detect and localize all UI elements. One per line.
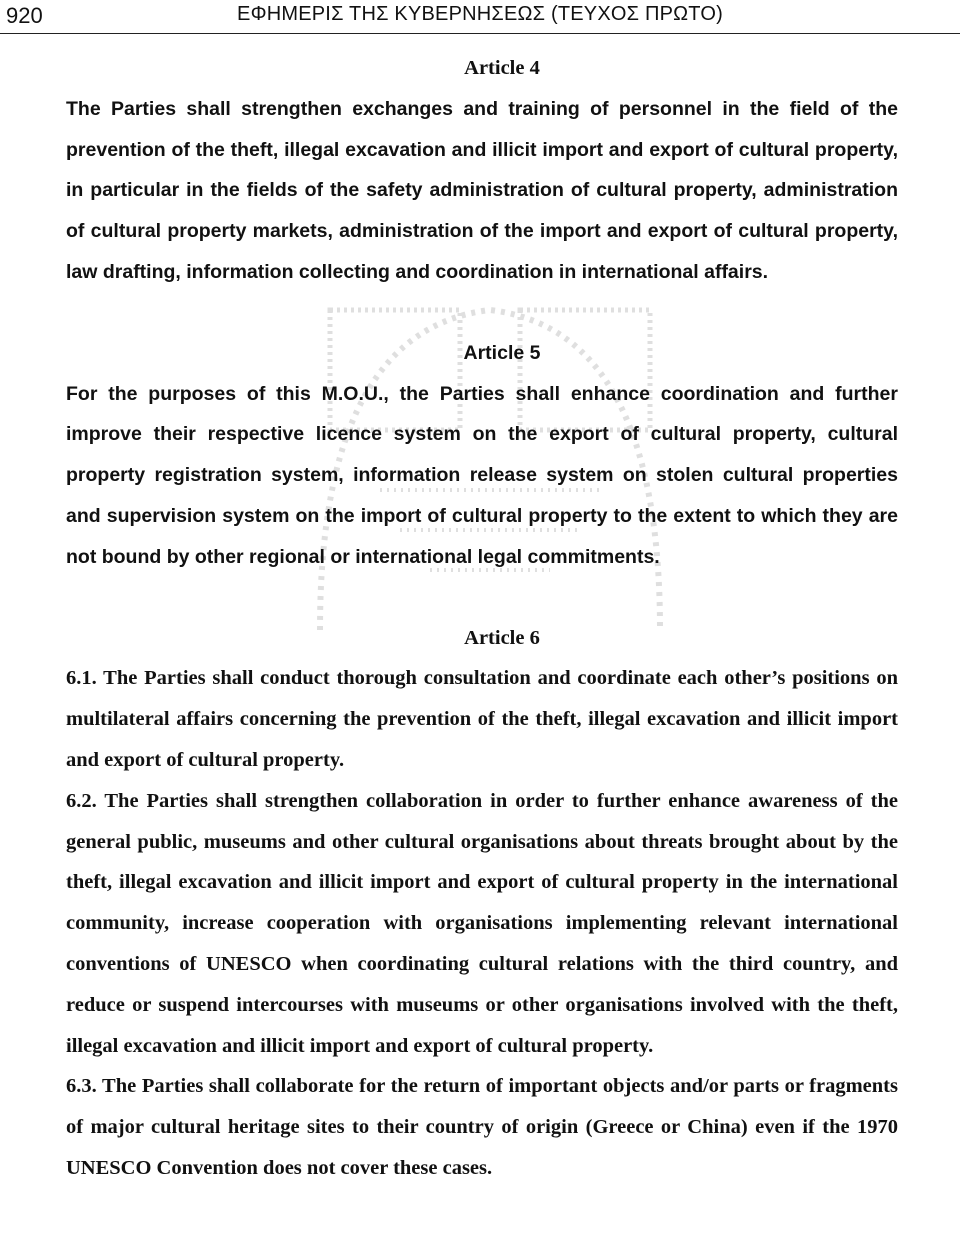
document-body [66, 48, 898, 1189]
article-6-title: Article 6 [464, 626, 540, 649]
page-header [0, 0, 960, 34]
article-6-paragraph-2: 6.2. The Parties shall strengthen collaboration in order to further enhance awareness of the general public, museums and other cultural organisations about threats brought about by the theft, illegal excavation and illicit import and export of cultural property in the international community, increase cooperation with organisations implementing relevant international conventions of UNESCO when coordinating cultural relations with the third country, and reduce or suspend intercourses with museums or other organisations involved with the theft, illegal excavation and illicit import and export of cultural property. [66, 789, 898, 1057]
article-5-title: Article 5 [463, 341, 541, 364]
header-rule [0, 33, 960, 34]
article-4-title: Article 4 [464, 57, 540, 79]
gazette-title: ΕΦΗΜΕΡΙΣ ΤΗΣ ΚΥΒΕΡΝΗΣΕΩΣ (ΤΕΥΧΟΣ ΠΡΩΤΟ) [237, 3, 723, 25]
article-4 [66, 48, 898, 293]
article-4-paragraph: The Parties shall strengthen exchanges and training of personnel in the field of the prevention of the theft, illegal excavation and illicit import and export of cultural property, in particular in the fields of the safety administration of cultural property, administration of cultural property markets, administration of the import and export of cultural property, law drafting, information collecting and coordination in international affairs. [66, 97, 898, 283]
article-5 [66, 333, 898, 578]
article-6 [66, 618, 898, 1189]
page-number: 920 [6, 3, 43, 28]
article-6-paragraph-1: 6.1. The Parties shall conduct thorough consultation and coordinate each other’s positions on multilateral affairs concerning the prevention of the theft, illegal excavation and illicit import and export of cultural property. [66, 667, 898, 771]
article-5-paragraph: For the purposes of this M.O.U., the Parties shall enhance coordination and further improve their respective licence system on the export of cultural property, cultural property registration system, information release system on stolen cultural properties and supervision system on the import of cultural property to the extent to which they are not bound by other regional or international legal commitments. [66, 382, 898, 568]
article-6-paragraph-3: 6.3. The Parties shall collaborate for the return of important objects and/or parts or fragments of major cultural heritage sites to their country of origin (Greece or China) even if the 1970 UNESCO Convention does not cover these cases. [66, 1075, 898, 1179]
